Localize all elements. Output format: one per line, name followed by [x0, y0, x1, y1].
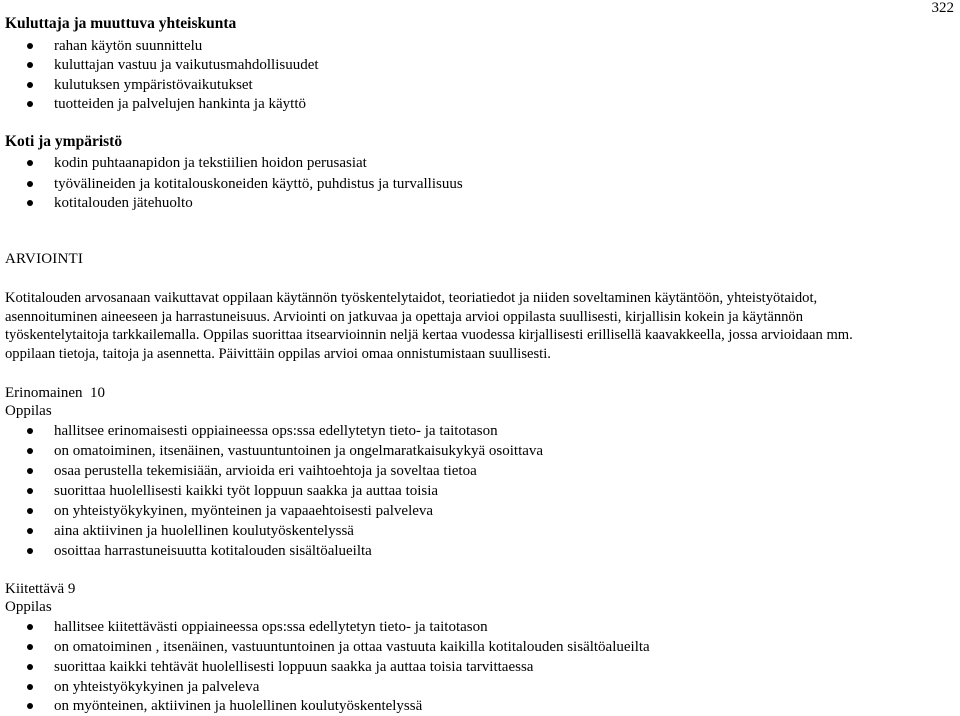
bullet-icon [27, 624, 33, 630]
list-item-label: rahan käytön suunnittelu [54, 38, 203, 54]
bullet-icon [27, 703, 33, 709]
list-item-label: on yhteistyökykyinen ja palveleva [54, 679, 260, 695]
bullet-icon [27, 644, 33, 650]
list-item-label: aina aktiivinen ja huolellinen koulutyöskentelyssä [54, 523, 354, 539]
paragraph-line: työskentelytaitoja tarkkailemalla. Oppilas suorittaa itsearvioinnin neljä kertaa vuodessa kirjallisesti erillisellä kaavakkeella, jossa arvioidaan mm. [5, 327, 853, 343]
bullet-icon [27, 428, 33, 434]
list-item-label: on omatoiminen, itsenäinen, vastuuntuntoinen ja ongelmaratkaisukykyä osoittava [54, 443, 544, 459]
bullet-icon [27, 528, 33, 534]
grade-title-9: Kiitettävä 9 [5, 581, 76, 597]
list-item-label: hallitsee erinomaisesti oppiaineessa ops:ssa edellytetyn tieto- ja taitotason [54, 423, 498, 439]
bullet-icon [27, 62, 33, 68]
list-item-label: tuotteiden ja palvelujen hankinta ja käyttö [54, 96, 307, 112]
bullet-icon [27, 181, 33, 187]
bullet-icon [27, 508, 33, 514]
grade-subtitle-9: Oppilas [5, 599, 52, 615]
bullet-icon [27, 101, 33, 107]
list-item-label: suorittaa kaikki tehtävät huolellisesti loppuun saakka ja auttaa toisia tarvittaessa [54, 659, 534, 675]
page-number: 322 [931, 0, 954, 16]
list-item-label: osaa perustella tekemisiään, arvioida eri vaihtoehtoja ja soveltaa tietoa [54, 463, 477, 479]
grade-subtitle-10: Oppilas [5, 403, 52, 419]
list-item-label: osoittaa harrastuneisuutta kotitalouden sisältöalueilta [54, 543, 372, 559]
list-item-label: kuluttajan vastuu ja vaikutusmahdollisuudet [54, 57, 319, 73]
paragraph-line: Kotitalouden arvosanaan vaikuttavat oppilaan käytännön työskentelytaidot, teoriatiedot ja niiden soveltaminen käytäntöön, yhteistyötaidot, [5, 290, 818, 306]
list-item-label: kulutuksen ympäristövaikutukset [54, 77, 253, 93]
bullet-icon [27, 82, 33, 88]
section-heading-kuluttaja: Kuluttaja ja muuttuva yhteiskunta [5, 15, 237, 32]
arviointi-heading: ARVIOINTI [5, 251, 84, 267]
bullet-icon [27, 548, 33, 554]
section-heading-koti: Koti ja ympäristö [5, 133, 123, 150]
list-item-label: kodin puhtaanapidon ja tekstiilien hoidon perusasiat [54, 155, 367, 171]
list-item-label: on yhteistyökykyinen, myönteinen ja vapaaehtoisesti palveleva [54, 503, 434, 519]
paragraph-line: oppilaan tietoja, taitoja ja asennetta. Päivittäin oppilas arvioi omaa onnistumistaan suullisesti. [5, 346, 551, 362]
list-item-label: suorittaa huolellisesti kaikki työt loppuun saakka ja auttaa toisia [54, 483, 439, 499]
bullet-icon [27, 664, 33, 670]
bullet-icon [27, 160, 33, 166]
list-item-label: kotitalouden jätehuolto [54, 195, 193, 211]
list-item-label: on myönteinen, aktiivinen ja huolellinen koulutyöskentelyssä [54, 698, 423, 714]
bullet-icon [27, 43, 33, 49]
bullet-icon [27, 468, 33, 474]
list-item-label: hallitsee kiitettävästi oppiaineessa ops:ssa edellytetyn tieto- ja taitotason [54, 619, 488, 635]
grade-title-10: Erinomainen 10 [5, 385, 105, 401]
bullet-icon [27, 684, 33, 690]
bullet-icon [27, 200, 33, 206]
bullet-icon [27, 448, 33, 454]
bullet-icon [27, 488, 33, 494]
list-item-label: työvälineiden ja kotitalouskoneiden käyttö, puhdistus ja turvallisuus [54, 176, 463, 192]
paragraph-line: asennoituminen aineeseen ja harrastuneisuus. Arviointi on jatkuvaa ja opettaja arvioi oppilasta suullisesti, kirjallisin kokein ja käytännön [5, 309, 804, 325]
list-item-label: on omatoiminen , itsenäinen, vastuuntuntoinen ja ottaa vastuuta kaikilla kotitalouden sisältöalueilta [54, 639, 650, 655]
